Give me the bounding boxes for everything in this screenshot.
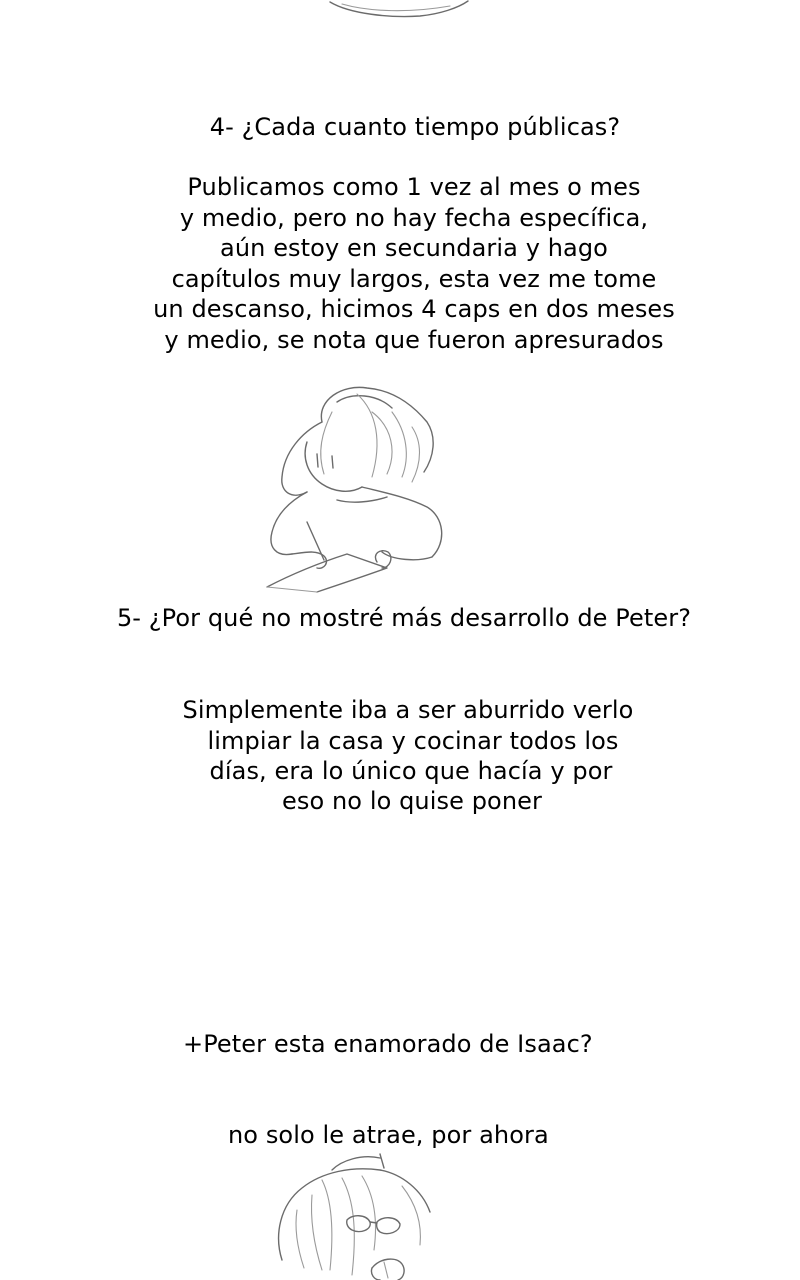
answer-5-line-3: días, era lo único que hacía y por <box>209 757 613 785</box>
answer-4-line-3: aún estoy en secundaria y hago <box>220 234 608 262</box>
answer-5-line-1: Simplemente iba a ser aburrido verlo <box>182 696 634 724</box>
head-sketch-illustration <box>272 1150 442 1280</box>
answer-4-line-2: y medio, pero no hay fecha específica, <box>179 204 649 232</box>
answer-4-line-5: un descanso, hicimos 4 caps en dos meses <box>153 295 675 323</box>
top-sketch-fragment <box>320 0 480 22</box>
answer-4-line-6: y medio, se nota que fueron apresurados <box>164 326 664 354</box>
question-4: 4- ¿Cada cuanto tiempo públicas? <box>209 113 621 141</box>
writing-character-illustration <box>262 382 452 594</box>
answer-5-line-4: eso no lo quise poner <box>282 787 542 815</box>
question-5: 5- ¿Por qué no mostré más desarrollo de Peter? <box>116 604 692 632</box>
answer-4-line-4: capítulos muy largos, esta vez me tome <box>171 265 657 293</box>
extra-question: +Peter esta enamorado de Isaac? <box>183 1030 593 1058</box>
answer-4-line-1: Publicamos como 1 vez al mes o mes <box>187 173 641 201</box>
extra-answer: no solo le atrae, por ahora <box>228 1121 549 1149</box>
answer-5-line-2: limpiar la casa y cocinar todos los <box>207 727 619 755</box>
